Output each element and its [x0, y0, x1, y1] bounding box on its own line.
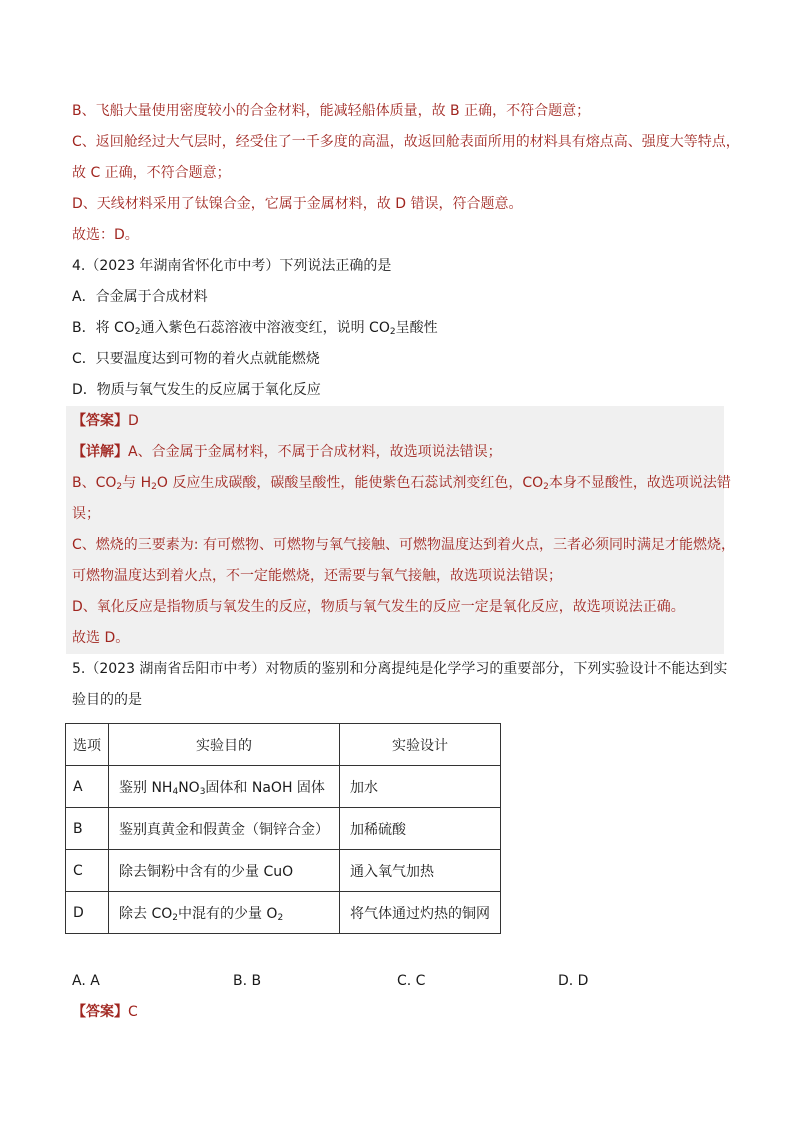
q4-stem: 4.（2023 年湖南省怀化市中考）下列说法正确的是: [72, 258, 392, 274]
q4-option-a: A．合金属于合成材料: [72, 289, 208, 305]
q4-b-pre: B．将 CO: [72, 320, 135, 336]
row-design: 加水: [340, 766, 501, 808]
q5-experiment-table: [65, 723, 501, 934]
row-option: D: [66, 892, 109, 934]
table-header-row: [66, 724, 501, 766]
q4-detail-c1: C、燃烧的三要素为: 有可燃物、可燃物与氧气接触、可燃物温度达到着火点，三者必须同时满足才能燃烧，: [72, 537, 735, 553]
analysis-line-d: D、天线材料采用了钛镍合金，它属于金属材料，故 D 错误，符合题意。: [72, 196, 523, 212]
analysis-line-b: B、飞船大量使用密度较小的合金材料，能减轻船体质量，故 B 正确，不符合题意；: [72, 103, 591, 119]
q4-answer-block: [66, 406, 735, 654]
subscript: 2: [277, 912, 284, 923]
answer-value: C: [128, 1004, 138, 1020]
q4-detail-d: D、氧化反应是指物质与氧发生的反应，物质与氧气发生的反应一定是氧化反应，故选项说法正确。: [72, 599, 685, 615]
subscript: 2: [389, 327, 396, 337]
subscript: 2: [116, 482, 123, 492]
row-option: B: [66, 808, 109, 850]
q4-option-b: [72, 313, 724, 344]
q5-option-b: B. B: [233, 973, 262, 989]
detail-b-3: O 反应生成碳酸，碳酸呈酸性，能使紫色石蕊试剂变红色，CO: [156, 475, 544, 491]
analysis-line-c2: 故 C 正确，不符合题意；: [72, 165, 231, 181]
header-goal: 实验目的: [109, 724, 340, 766]
row-goal: [109, 766, 340, 808]
analysis-choice: 故选：D。: [72, 227, 139, 243]
goal-text: NO: [178, 779, 200, 796]
subscript: 2: [151, 482, 157, 492]
q4-b-post: 呈酸性: [395, 320, 438, 336]
subscript: 2: [134, 327, 141, 337]
subscript: 3: [199, 786, 206, 797]
q4-detail-a: [72, 437, 724, 468]
q4-choice: 故选 D。: [72, 630, 130, 646]
table-row: [66, 892, 501, 934]
goal-text: 中混有的少量 O: [177, 905, 278, 922]
detail-a-text: A、合金属于金属材料，不属于合成材料，故选项说法错误；: [128, 444, 502, 460]
goal-text: 鉴别 NH: [119, 779, 173, 796]
row-goal: [109, 892, 340, 934]
q4-detail-b-wrap: 误；: [72, 506, 100, 522]
q5-option-c: C. C: [397, 973, 426, 989]
q5-option-d: D. D: [558, 973, 589, 989]
row-goal: 除去铜粉中含有的少量 CuO: [109, 850, 340, 892]
table-row: [66, 808, 501, 850]
q4-option-c: C．只要温度达到可物的着火点就能燃烧: [72, 351, 320, 367]
detail-b-1: B、CO: [72, 475, 117, 491]
goal-text: 除去 CO: [119, 905, 173, 922]
row-design: 通入氧气加热: [340, 850, 501, 892]
table-row: [66, 850, 501, 892]
table-row: [66, 766, 501, 808]
subscript: 2: [172, 912, 178, 923]
row-design: 加稀硫酸: [340, 808, 501, 850]
q4-option-d: D．物质与氧气发生的反应属于氧化反应: [72, 382, 321, 398]
q5-stem-2: 验目的的是: [72, 692, 142, 708]
detail-b-4: 本身不显酸性，故选项说法错: [548, 475, 731, 491]
document-page: [72, 96, 740, 1028]
q4-detail-c2: 可燃物温度达到着火点，不一定能燃烧，还需要与氧气接触，故选项说法错误；: [72, 568, 562, 584]
q4-b-mid: 通入紫色石蕊溶液中溶液变红，说明 CO: [140, 320, 390, 336]
q5-answer: [72, 997, 724, 1028]
goal-text: 固体和 NaOH 固体: [205, 779, 325, 796]
header-design: 实验设计: [340, 724, 501, 766]
row-goal: 鉴别真黄金和假黄金（铜锌合金）: [109, 808, 340, 850]
detail-b-2: 与 H: [122, 475, 152, 491]
answer-label: 【答案】: [72, 413, 128, 429]
analysis-line-c1: C、返回舱经过大气层时，经受住了一千多度的高温，故返回舱表面所用的材料具有熔点高、强度大等特点，: [72, 134, 740, 150]
subscript: 4: [172, 786, 179, 797]
detail-label: 【详解】: [72, 444, 128, 460]
header-option: 选项: [66, 724, 109, 766]
row-design: 将气体通过灼热的铜网: [340, 892, 501, 934]
q5-stem-1: 5.（2023 湖南省岳阳市中考）对物质的鉴别和分离提纯是化学学习的重要部分，下列实验设计不能达到实: [72, 661, 728, 677]
q5-option-a: A. A: [72, 973, 100, 989]
answer-label: 【答案】: [72, 1004, 128, 1020]
q4-answer: [72, 406, 724, 437]
answer-value: D: [128, 413, 139, 429]
q5-options: [72, 966, 724, 997]
subscript: 2: [543, 482, 549, 492]
q4-detail-b: [72, 468, 731, 499]
row-option: A: [66, 766, 109, 808]
row-option: C: [66, 850, 109, 892]
